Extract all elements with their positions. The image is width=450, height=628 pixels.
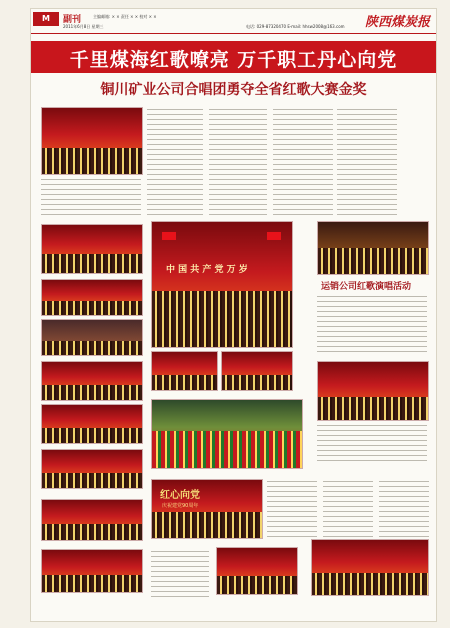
stage-slogan: 中 国 共 产 党 万 岁 <box>166 265 248 275</box>
section-badge: M <box>33 12 59 26</box>
photo-choir-small <box>41 107 143 175</box>
header-rule <box>31 33 436 34</box>
header-meta-left: 主编邮箱: × × 责任 × × 校对 × × <box>93 14 157 19</box>
photo-side-mid <box>317 361 429 421</box>
header-date: 2011年6月8日 星期三 <box>63 24 104 29</box>
article-bottom-4 <box>151 549 209 597</box>
header-contact: 电话: 029-87320470 E-mail: hhsw2008@163.com <box>246 24 345 29</box>
masthead: 陕西煤炭报 <box>364 15 430 30</box>
photo-mid-1 <box>151 351 218 391</box>
article-lead <box>41 177 141 219</box>
photo-left-2 <box>41 279 143 316</box>
headline: 千里煤海红歌嘹亮 万千职工丹心向党 <box>69 49 398 71</box>
article-column-2 <box>209 107 267 219</box>
bottom-slogan: 红心向党 <box>160 490 200 501</box>
photo-left-3 <box>41 319 143 356</box>
photo-mid-2 <box>221 351 293 391</box>
photo-main-stage <box>151 221 293 348</box>
photo-left-6 <box>41 449 143 489</box>
newspaper-page <box>30 8 437 622</box>
article-column-3 <box>273 107 333 219</box>
article-column-4 <box>337 107 397 219</box>
photo-red-heart <box>151 479 263 539</box>
headline-banner <box>31 41 436 73</box>
photo-left-8 <box>41 549 143 593</box>
bottom-subslogan: 庆祝建党90周年 <box>162 503 199 509</box>
sidebar-text <box>317 294 427 356</box>
photo-left-5 <box>41 404 143 444</box>
section-name: 副刊 <box>63 15 82 25</box>
photo-left-7 <box>41 499 143 541</box>
article-column-1 <box>147 107 203 219</box>
sidebar-title: 运销公司红歌演唱活动 <box>321 282 412 292</box>
photo-side-top <box>317 221 429 275</box>
article-subtitle: 铜川矿业公司合唱团勇夺全省红歌大赛金奖 <box>100 82 367 98</box>
photo-dance <box>151 399 303 469</box>
photo-bottom-right <box>311 539 429 596</box>
article-bottom-3 <box>379 479 429 537</box>
article-bottom-2 <box>323 479 373 537</box>
photo-left-4 <box>41 361 143 401</box>
photo-left-1 <box>41 224 143 274</box>
photo-bottom-mid <box>216 547 298 595</box>
page-header <box>31 9 436 39</box>
article-bottom-1 <box>267 479 317 537</box>
sidebar-text-2 <box>317 423 427 463</box>
